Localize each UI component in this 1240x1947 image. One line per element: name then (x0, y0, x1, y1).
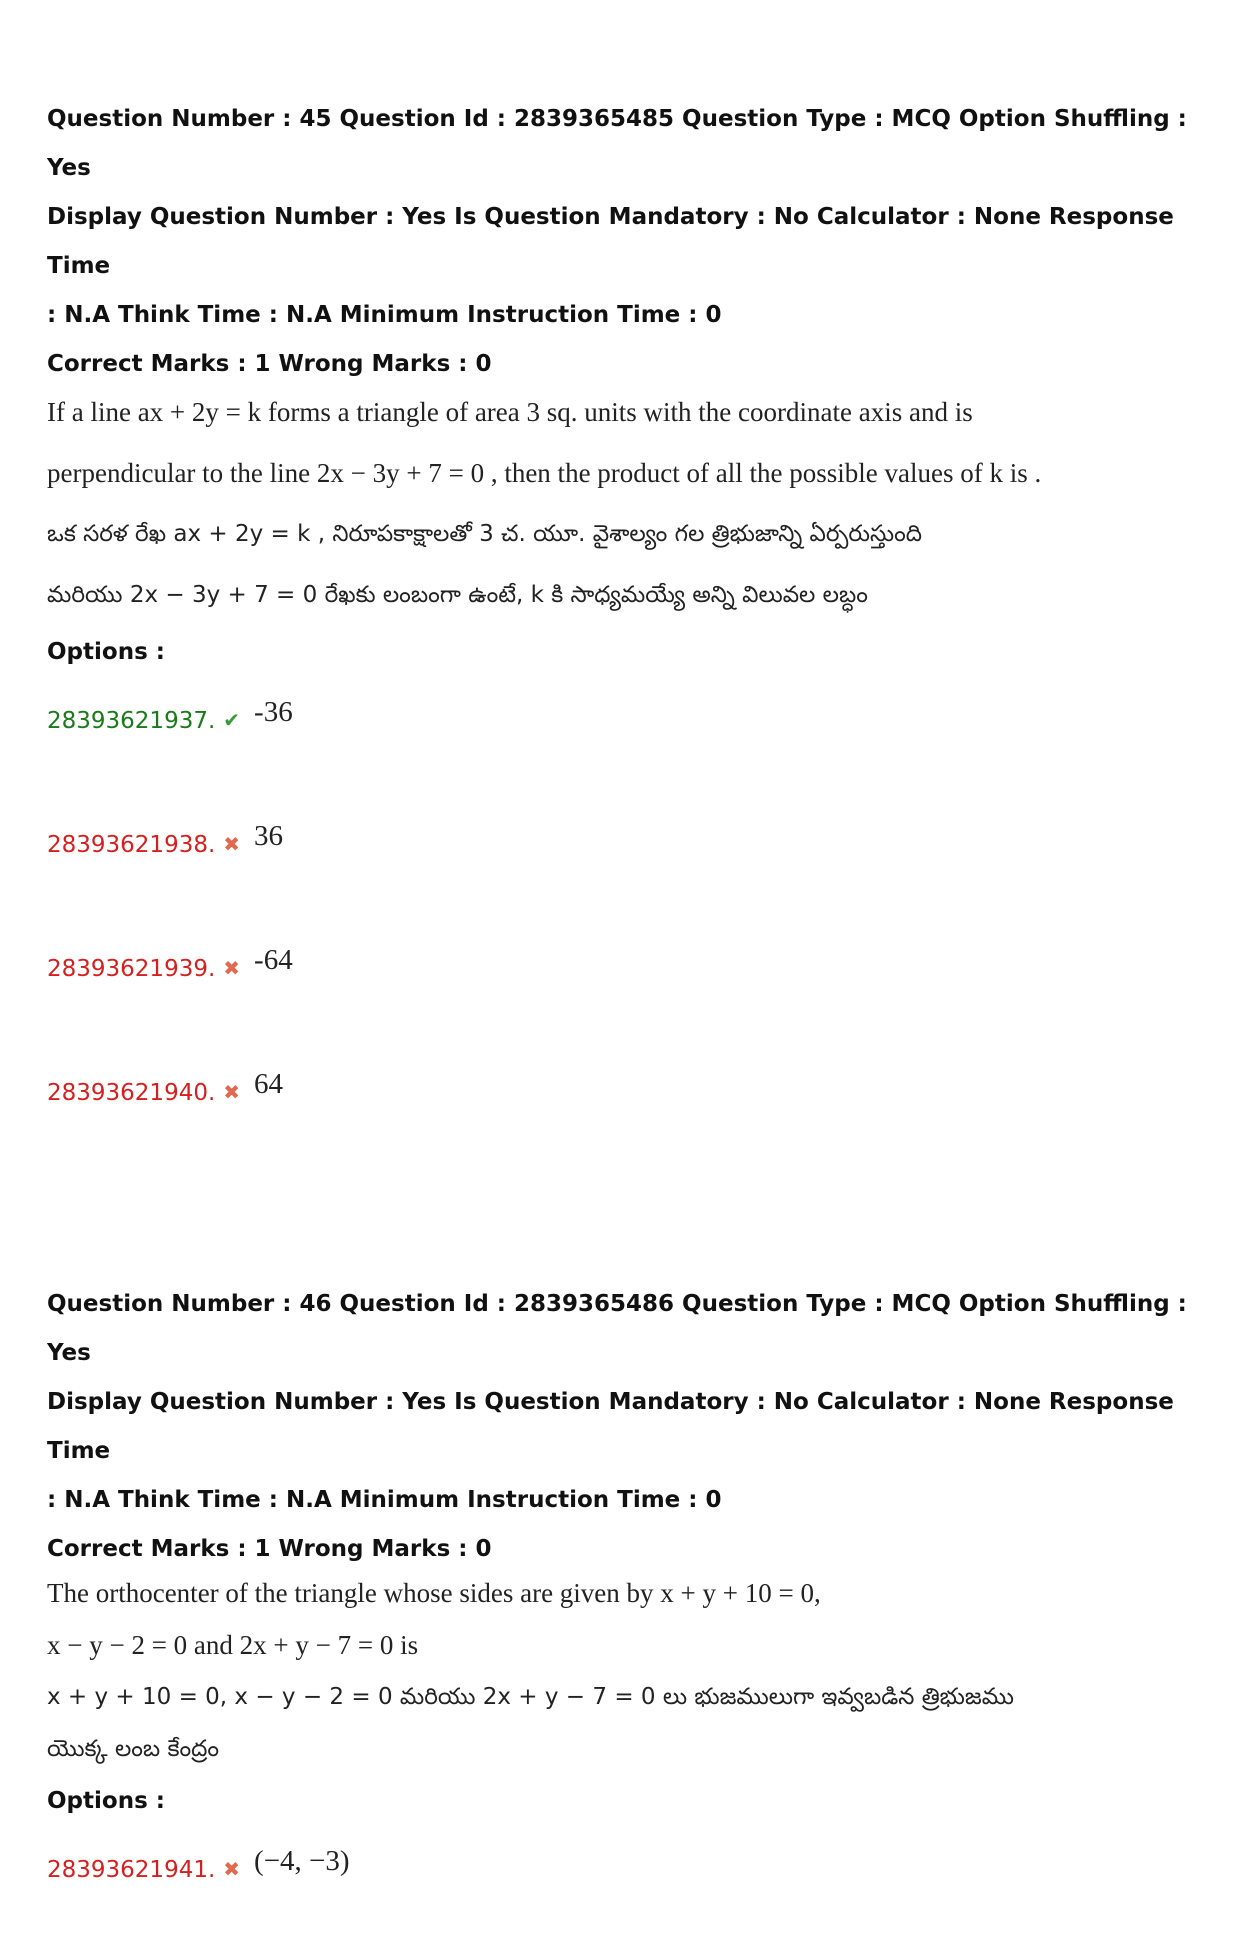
question-meta-line: : N.A Think Time : N.A Minimum Instruction Time : 0 (47, 1487, 722, 1513)
option-item (47, 674, 1197, 798)
question-text-telugu: మరియు 2x − 3y + 7 = 0 రేఖకు లంబంగా ఉంటే, k కి సాధ్యమయ్యే అన్ని విలువల లబ్ధం (47, 582, 868, 608)
option-id: 28393621940. (47, 1080, 216, 1106)
question-block (47, 95, 1197, 1170)
marks-info: Correct Marks : 1 Wrong Marks : 0 (47, 351, 492, 377)
cross-icon: ✖ (223, 956, 241, 980)
check-icon: ✔ (223, 708, 241, 732)
question-meta-line: : N.A Think Time : N.A Minimum Instruction Time : 0 (47, 302, 722, 328)
option-id: 28393621938. (47, 832, 216, 858)
question-meta-line: Question Number : 46 Question Id : 2839365486 Question Type : MCQ Option Shuffling : Yes (47, 1291, 1187, 1366)
question-text-telugu: x + y + 10 = 0, x − y − 2 = 0 మరియు 2x + y − 7 = 0 లు భుజములుగా ఇవ్వబడిన త్రిభుజము (47, 1684, 1014, 1710)
cross-icon: ✖ (223, 1080, 241, 1104)
option-value: -64 (254, 944, 293, 976)
question-meta-line: Question Number : 45 Question Id : 2839365485 Question Type : MCQ Option Shuffling : Yes (47, 106, 1187, 181)
cross-icon: ✖ (223, 832, 241, 856)
question-text-english: x − y − 2 = 0 and 2x + y − 7 = 0 is (47, 1630, 419, 1660)
option-value: -36 (254, 696, 293, 728)
option-id: 28393621937. (47, 708, 216, 734)
cross-icon: ✖ (223, 1857, 241, 1881)
option-value: 64 (254, 1068, 284, 1100)
spacer (47, 1170, 1197, 1280)
options-label: Options : (47, 639, 165, 665)
question-text-telugu: ఒక సరళ రేఖ ax + 2y = k , నిరూపకాక్షాలతో 3 చ. యూ. వైశాల్యం గల త్రిభుజాన్ని ఏర్పరుస్తుంది (47, 521, 922, 547)
options-label: Options : (47, 1788, 165, 1814)
question-meta-line: Display Question Number : Yes Is Question Mandatory : No Calculator : None Response Time (47, 204, 1174, 279)
option-item (47, 1823, 1197, 1947)
option-id: 28393621941. (47, 1857, 216, 1883)
question-meta-line: Display Question Number : Yes Is Question Mandatory : No Calculator : None Response Time (47, 1389, 1174, 1464)
option-value: (−4, −3) (254, 1845, 350, 1877)
question-paper (47, 95, 1197, 1947)
question-text-english: perpendicular to the line 2x − 3y + 7 = 0 , then the product of all the possible values of k is . (47, 458, 1042, 488)
question-text-telugu: యొక్క లంబ కేంద్రం (47, 1736, 220, 1762)
option-value: 36 (254, 820, 284, 852)
option-id: 28393621939. (47, 956, 216, 982)
option-item (47, 922, 1197, 1046)
question-block (47, 1280, 1197, 1947)
option-item (47, 798, 1197, 922)
question-text-english: The orthocenter of the triangle whose sides are given by x + y + 10 = 0, (47, 1578, 821, 1608)
option-item (47, 1046, 1197, 1170)
marks-info: Correct Marks : 1 Wrong Marks : 0 (47, 1536, 492, 1562)
question-text-english: If a line ax + 2y = k forms a triangle of area 3 sq. units with the coordinate axis and is (47, 397, 973, 427)
